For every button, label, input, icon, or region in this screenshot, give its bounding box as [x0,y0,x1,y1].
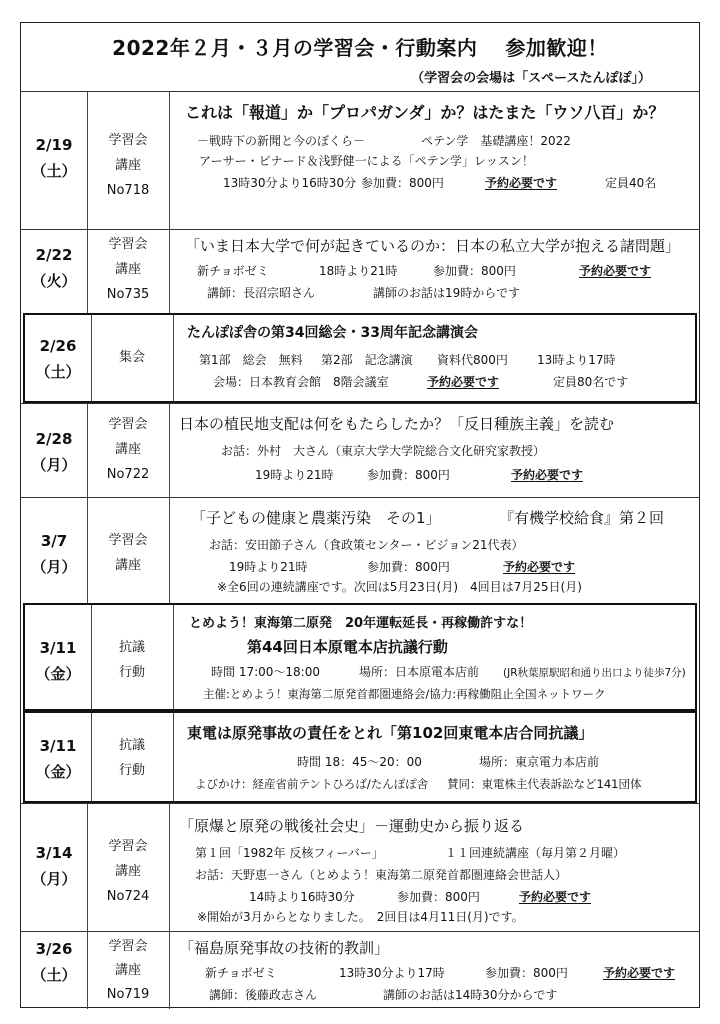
venue-note: （学習会の会場は「スペースたんぽぽ」） [411,71,651,86]
event-details [173,315,695,401]
event-supporters: 賛同：東電株主代表訴訟など141団体 [447,777,642,791]
event-row-highlighted [23,603,697,711]
reservation-note: 予約必要です [603,966,676,980]
date-cell [21,404,88,497]
event-date: 3/11 [39,737,77,755]
event-type-sub: 講座 [114,158,141,173]
event-details [173,605,695,709]
event-subtitle: 新チョボゼミ [197,264,269,278]
event-type: 学習会 [108,237,148,252]
type-cell [91,315,174,401]
event-title: 「子どもの健康と農薬汚染 その1」 [191,509,441,527]
event-details [169,498,699,603]
type-cell [87,932,170,1009]
event-fee: 参加費：800円 [361,176,444,190]
event-time: 時間 18：45～20：00 [297,755,422,769]
type-cell [87,92,170,229]
event-type: 集会 [118,350,145,365]
event-title: 「いま日本大学で何が起きているのか：日本の私立大学が抱える諸問題」 [185,237,681,255]
event-date: 2/19 [35,136,73,154]
event-day: （月） [31,456,77,474]
event-day: （金） [35,665,81,683]
event-time: 18時より21時 [319,264,398,278]
page-title: 2022年２月・３月の学習会・行動案内 参加歓迎！ [112,36,608,60]
event-description: アーサー・ビナード＆浅野健一による「ペテン学」レッスン！ [199,154,534,168]
event-access: (JR秋葉原駅昭和通り出口より徒歩7分) [503,667,686,679]
event-session: 第１回「1982年 反核フィーバー」 [195,846,384,860]
header [21,23,699,91]
event-speaker: お話：安田節子さん（食政策センター・ビジョン21代表） [209,538,524,552]
event-speaker: 講師：後藤政志さん [209,988,318,1002]
event-type-sub: 講座 [114,963,141,978]
event-speaker: 講師：長沼宗昭さん [207,286,316,300]
series-note: ※全6回の連続講座です。次回は5月23日(月) 4回目は7月25日(月) [217,580,582,594]
event-day: （月） [31,870,77,888]
event-number: No719 [106,987,150,1002]
event-row [21,229,699,313]
event-type: 学習会 [108,133,148,148]
date-cell [21,230,88,313]
event-date: 3/14 [35,844,73,862]
reservation-note: 予約必要です [427,375,500,389]
event-details [169,92,699,229]
event-time: 14時より16時30分 [249,890,355,904]
reservation-note: 予約必要です [579,264,652,278]
event-type-sub: 講座 [114,864,141,879]
event-details [169,932,699,1009]
event-slogan: とめよう！東海第二原発 20年運転延長・再稼働許すな！ [189,616,533,631]
event-type-sub: 講座 [114,558,141,573]
reservation-note: 予約必要です [503,560,576,574]
type-cell [91,605,174,709]
event-time: 時間 17:00～18:00 [211,665,320,679]
capacity-note: 定員40名 [605,176,657,190]
event-details [169,804,699,931]
type-cell [87,404,170,497]
reservation-note: 予約必要です [519,890,592,904]
event-type: 学習会 [108,939,148,954]
event-subtitle: 新チョボゼミ [205,966,277,980]
date-cell [21,92,88,229]
event-type: 抗議 [118,738,145,753]
date-cell [21,804,88,931]
event-title: 「福島原発事故の技術的教訓」 [179,939,390,957]
event-place: 場所：日本原電本店前 [359,665,480,679]
event-type-sub: 行動 [118,763,145,778]
event-date: 2/26 [39,337,77,355]
event-title: これは「報道」か「プロパガンダ」か？はたまた「ウソ八百」か？ [185,103,665,122]
event-day: （土） [35,363,81,381]
event-row [21,497,699,603]
event-date: 2/28 [35,430,73,448]
event-type-sub: 講座 [114,262,141,277]
date-cell [25,605,92,709]
event-details [169,230,699,313]
type-cell [87,230,170,313]
event-date: 3/11 [39,639,77,657]
event-row-highlighted [23,711,697,803]
event-title: 東電は原発事故の責任をとれ「第102回東電本店合同抗議」 [187,724,594,742]
event-talk-time: 講師のお話は14時30分からです [383,988,558,1002]
event-fee: 資料代800円 [437,353,508,367]
event-type: 学習会 [108,417,148,432]
event-series: 『有機学校給食』第２回 [499,509,665,527]
event-fee: 参加費：800円 [433,264,516,278]
event-talk-time: 講師のお話は19時からです [373,286,521,300]
event-number: No735 [106,287,150,302]
event-number: No722 [106,467,150,482]
event-row [21,931,699,1009]
event-date: 2/22 [35,246,73,264]
event-time: 13時30分より16時30分 [223,176,357,190]
event-organizer: 主催:とめよう！東海第二原発首都圏連絡会/協力:再稼働阻止全国ネットワーク [203,687,606,701]
event-place: 場所：東京電力本店前 [479,755,600,769]
event-organizer: よびかけ：経産省前テントひろば/たんぽぽ舎 [195,777,429,791]
event-time: 13時より17時 [537,353,616,367]
event-speaker: お話：天野恵一さん（とめよう！東海第二原発首都圏連絡会世話人） [195,868,568,882]
event-schedule-sheet [20,22,700,1008]
event-part1: 第1部 総会 無料 [199,353,303,367]
event-day: （月） [31,558,77,576]
event-details [173,713,695,801]
event-time: 13時30分より17時 [339,966,445,980]
event-fee: 参加費：800円 [485,966,568,980]
event-row [21,403,699,497]
type-cell [87,498,170,603]
event-day: （土） [31,966,77,984]
event-type: 学習会 [108,839,148,854]
capacity-note: 定員80名です [553,375,629,389]
event-type: 学習会 [108,533,148,548]
event-row [21,803,699,931]
event-number: No718 [106,183,150,198]
event-fee: 参加費：800円 [397,890,480,904]
event-venue: 会場：日本教育会館 8階会議室 [213,375,389,389]
date-cell [25,713,92,801]
event-number: No724 [106,889,150,904]
date-cell [21,498,88,603]
event-title: 「原爆と原発の戦後社会史」－運動史から振り返る [179,817,525,835]
event-type-sub: 行動 [118,665,145,680]
date-cell [21,932,88,1009]
event-speaker: お話：外村 大さん（東京大学大学院総合文化研究家教授） [221,444,546,458]
event-part2: 第2部 記念講演 [321,353,413,367]
schedule-note: ※開始が3月からとなりました。 2回目は4月11日(月)です。 [197,910,524,924]
event-date: 3/26 [35,940,73,958]
event-row [21,91,699,229]
event-fee: 参加費：800円 [367,468,450,482]
event-type-sub: 講座 [114,442,141,457]
event-subtitle: －戦時下の新聞と今のぼくら－ [197,134,366,148]
reservation-note: 予約必要です [511,468,584,482]
event-series: ペテン学 基礎講座！2022 [421,134,571,148]
date-cell [25,315,92,401]
event-row-highlighted [23,313,697,403]
event-title: たんぽぽ舎の第34回総会・33周年記念講演会 [187,325,478,341]
event-details [169,404,699,497]
event-series: １１回連続講座（毎月第２月曜） [445,846,626,860]
event-type: 抗議 [118,640,145,655]
event-day: （土） [31,162,77,180]
event-day: （火） [31,272,77,290]
event-fee: 参加費：800円 [367,560,450,574]
event-title: 第44回日本原電本店抗議行動 [247,638,448,656]
type-cell [87,804,170,931]
event-day: （金） [35,763,81,781]
type-cell [91,713,174,801]
reservation-note: 予約必要です [485,176,558,190]
event-time: 19時より21時 [255,468,334,482]
event-time: 19時より21時 [229,560,308,574]
event-date: 3/7 [40,532,68,550]
event-title: 日本の植民地支配は何をもたらしたか？「反日種族主義」を読む [179,415,615,433]
